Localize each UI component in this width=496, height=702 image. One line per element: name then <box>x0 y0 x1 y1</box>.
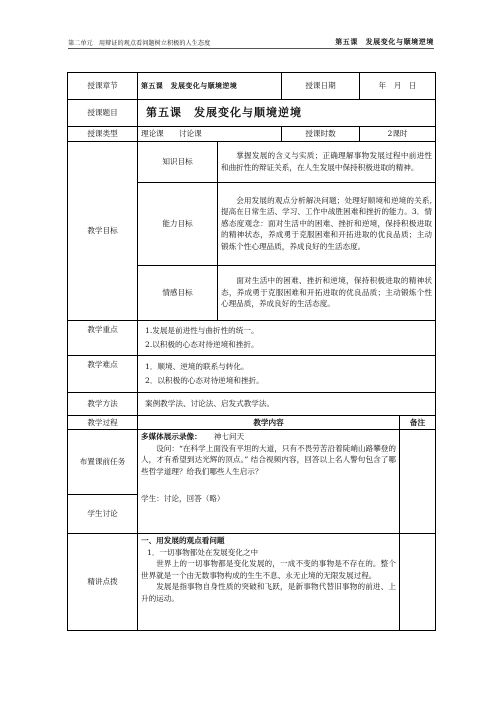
media-name: 神七问天 <box>213 432 245 441</box>
date-label: 授课日期 <box>282 73 360 100</box>
row-methods <box>68 392 436 415</box>
discussion-text: 学生：讨论，回答（略） <box>141 494 225 503</box>
pre-task-question: 设问：“在科学上面没有平坦的大道，只有不畏劳苦沿着陡峭山路攀登的人，才有希望到达光辉的顶点。” 结合视频内容，回答以上名人警句包含了哪些哲学道理？给我们哪些人生启示？ <box>141 443 397 476</box>
lecture-paragraph: 发展是指事物自身性质的突破和飞跃，是新事物代替旧事物的前进、上升的运动。 <box>141 582 397 603</box>
row-key-points <box>68 320 436 355</box>
row-knowledge-objective <box>68 141 436 182</box>
lecture-subheading: 1．一切事物都处在发展变化之中 <box>147 547 259 557</box>
hours-label: 授课时数 <box>282 127 360 142</box>
methods-value: 案例教学法、讨论法、启发式教学法。 <box>138 392 436 415</box>
pre-task-content <box>138 430 400 534</box>
topic-value: 第五课 发展变化与顺境逆境 <box>138 100 436 127</box>
key-points-list <box>138 320 436 355</box>
date-value: 年 月 日 <box>360 73 436 100</box>
key-point-item: 1.发展是前进性与曲折性的统一。 <box>145 325 259 335</box>
pre-task-note <box>400 430 436 534</box>
difficulty-item: 1．顺境、逆境的联系与转化。 <box>145 361 249 371</box>
process-label: 教学过程 <box>68 415 138 430</box>
page-header <box>68 36 434 48</box>
discussion-label: 学生讨论 <box>68 495 138 534</box>
pre-task-label: 布置课前任务 <box>68 430 138 495</box>
hours-value: 2课时 <box>360 127 436 142</box>
content-header: 教学内容 <box>138 415 400 430</box>
difficulty-item: 2．以积极的心态对待逆境和挫折。 <box>145 375 264 385</box>
chapter-value: 第五课 发展变化与顺境逆境 <box>138 73 282 100</box>
lecture-paragraph: 世界上的一切事物都是变化发展的，一成不变的事物是不存在的。整个世界就是一个由无数事物构成的生生不息、永无止境的无限发展过程。 <box>141 559 397 580</box>
knowledge-objective-label: 知识目标 <box>138 141 218 182</box>
key-point-item: 2.以积极的心态对待逆境和挫折。 <box>145 339 259 349</box>
topic-label: 授课题目 <box>68 100 138 127</box>
methods-label: 教学方法 <box>68 392 138 415</box>
emotion-objective-label: 情感目标 <box>138 265 218 320</box>
row-difficulties <box>68 355 436 392</box>
type-value: 理论课 讨论课 <box>138 127 282 142</box>
header-divider <box>68 48 434 49</box>
header-unit-title: 第二单元 用辩证的观点看问题树立积极的人生态度 <box>68 40 211 47</box>
lecture-note <box>400 534 436 631</box>
ability-objective-text: 会用发展的观点分析解决问题；处理好顺境和逆境的关系,提高在日常生活、学习、工作中战胜困难和挫折的能力。3．情感态度观念：面对生活中的困难、挫折和逆境，保持积极进取的精神状态，养成勇于克服困难和开拓进取的优良品质；主动锻炼个性心理品质，养成良好的生活态度。 <box>218 182 436 265</box>
difficulties-list <box>138 355 436 392</box>
type-label: 授课类型 <box>68 127 138 142</box>
row-lecture <box>68 534 436 631</box>
knowledge-objective-text: 掌握发展的含义与实质；正确理解事物发展过程中前进性和曲折性的辩证关系，在人生发展中保持积极进取的精神。 <box>218 141 436 182</box>
header-lesson-title: 第五课 发展变化与顺境逆境 <box>335 37 434 46</box>
chapter-label: 授课章节 <box>68 73 138 100</box>
objectives-label: 教学目标 <box>68 141 138 320</box>
note-header: 备注 <box>400 415 436 430</box>
lecture-content <box>138 534 400 631</box>
row-process-header <box>68 415 436 430</box>
row-type <box>68 127 436 142</box>
ability-objective-label: 能力目标 <box>138 182 218 265</box>
key-points-label: 教学重点 <box>68 320 138 355</box>
lecture-label: 精讲点拨 <box>68 534 138 631</box>
emotion-objective-text: 面对生活中的困难、挫折和逆境，保持积极进取的精神状态，养成勇于克服困难和开拓进取的优良品质；主动锻炼个性心理品质，养成良好的生活态度。 <box>218 265 436 320</box>
row-topic <box>68 100 436 127</box>
media-title: 多媒体展示录像： <box>141 432 202 441</box>
lesson-plan-table <box>67 72 436 631</box>
lecture-heading: 一、用发展的观点看问题 <box>141 536 225 545</box>
row-pre-task <box>68 430 436 495</box>
row-chapter <box>68 73 436 100</box>
difficulties-label: 教学难点 <box>68 355 138 392</box>
